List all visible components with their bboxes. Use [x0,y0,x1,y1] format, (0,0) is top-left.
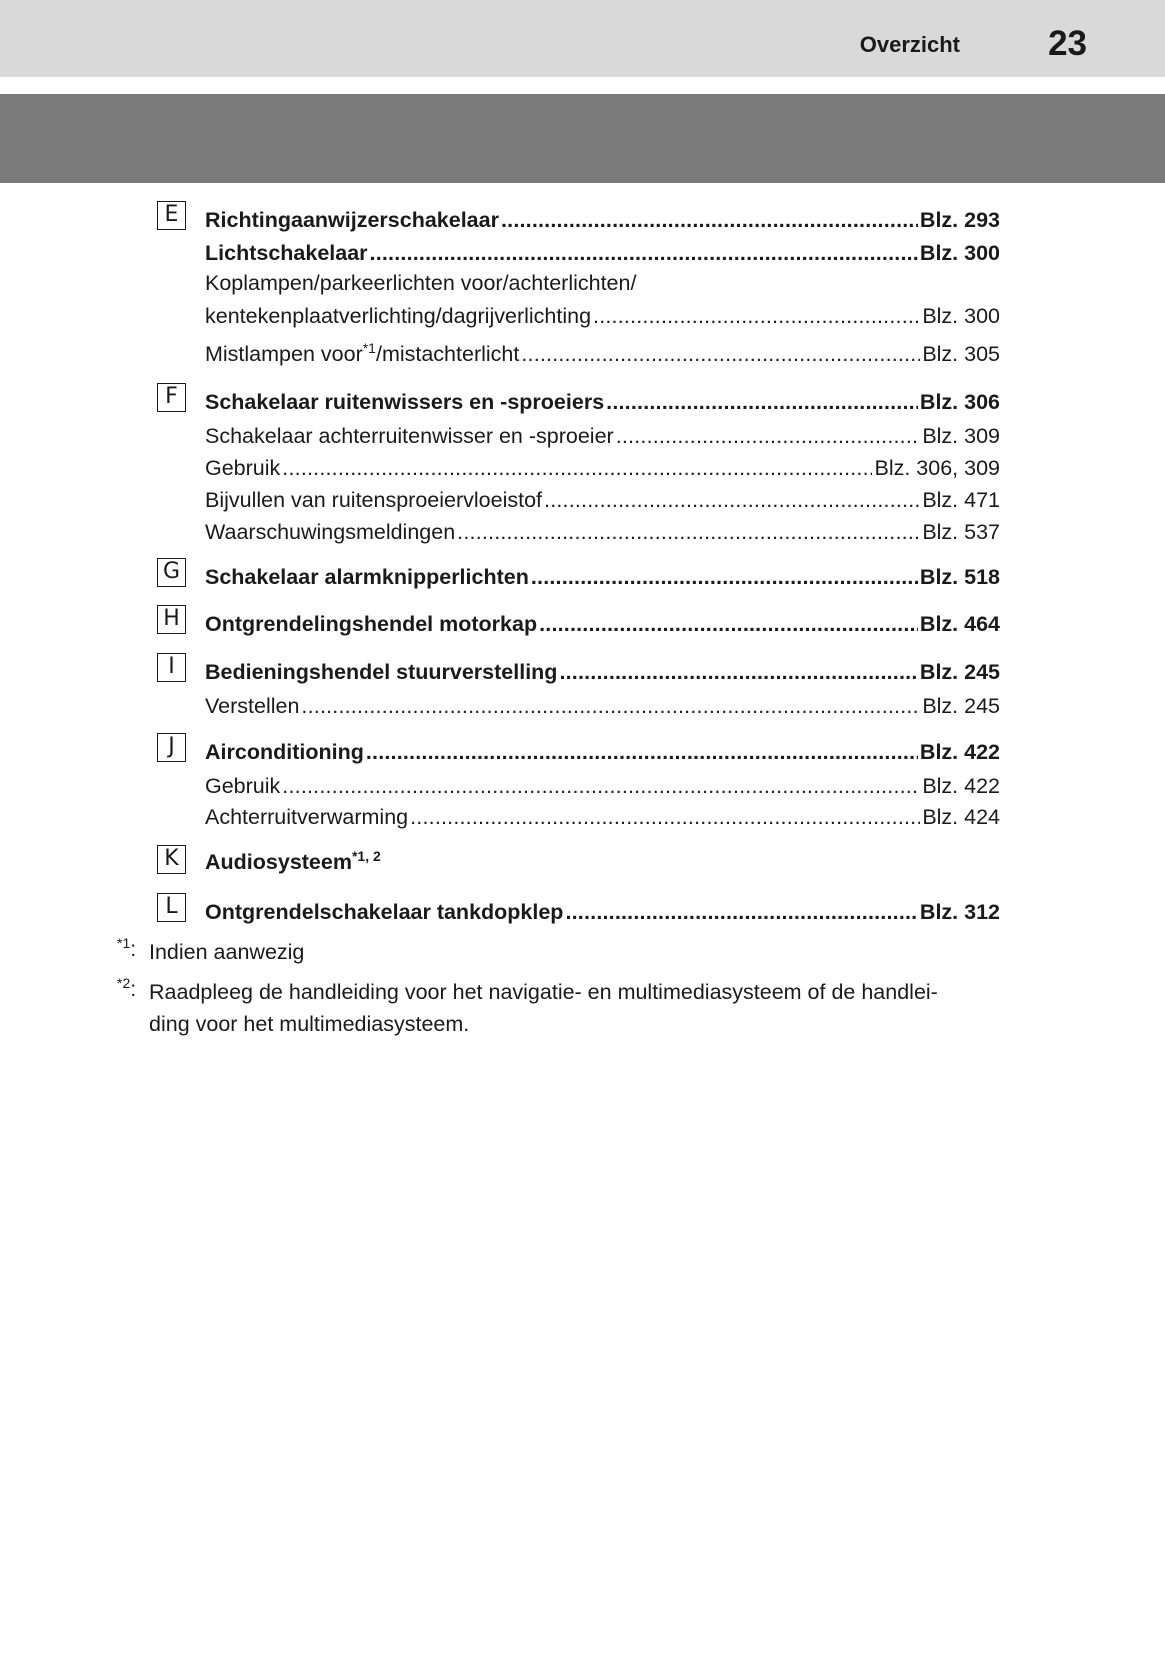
entry-label: Bedieningshendel stuurverstelling [205,660,558,684]
entry-page: Blz. 464 [919,612,1000,636]
entry-page: Blz. 312 [919,900,1000,924]
entry-label: Airconditioning [205,740,364,764]
toc-entry[interactable] [205,299,1000,329]
section-title: Overzicht [859,32,960,57]
entry-label: kentekenplaatverlichting/dagrijverlichting [205,304,592,328]
page-number: 23 [1048,24,1087,63]
entry-page: Blz. 424 [922,805,1000,829]
toc-entry[interactable] [205,607,1000,637]
entry-label: Gebruik [205,774,281,798]
entry-label: Gebruik [205,456,281,480]
group-letter-f: F [157,383,186,412]
entry-label: Achterruitverwarming [205,805,409,829]
entry-label: Schakelaar ruitenwissers en -sproeiers [205,390,605,414]
entry-label: Koplampen/parkeerlichten voor/achterlichten/ [205,271,637,295]
toc-entry[interactable] [205,451,1000,481]
entry-page: Blz. 518 [919,565,1000,589]
toc-entry[interactable] [205,203,1000,233]
toc-entry[interactable] [205,769,1000,799]
toc-entry[interactable] [205,735,1000,765]
toc-entry[interactable] [205,419,1000,449]
entry-page: Blz. 537 [922,520,1000,544]
entry-page: Blz. 471 [922,488,1000,512]
entry-page: Blz. 300 [919,241,1000,265]
toc-entry[interactable] [205,236,1000,266]
toc-entry[interactable] [205,515,1000,545]
group-letter-k: K [157,845,186,874]
entry-label: Waarschuwingsmeldingen [205,520,456,544]
entry-label: Bijvullen van ruitensproeiervloeistof [205,488,543,512]
group-letter-j: J [157,733,186,762]
footnote-ref: *1 [362,340,376,356]
entry-label: Verstellen [205,694,300,718]
entry-page: Blz. 293 [919,208,1000,232]
group-letter-i: I [157,653,186,682]
footnote-text: Indien aanwezig [149,940,305,964]
footnote-ref: *1, 2 [351,848,381,864]
entry-page: Blz. 245 [919,660,1000,684]
toc-entry[interactable] [205,483,1000,513]
toc-entry[interactable] [205,850,381,875]
group-letter-e: E [157,201,186,230]
toc-entry[interactable] [205,655,1000,685]
entry-page: Blz. 245 [922,694,1000,718]
footnote-mark: $^{*1}$: [117,935,137,961]
group-letter-h: H [157,605,186,634]
entry-page: Blz. 306 [919,390,1000,414]
entry-page: Blz. 309 [922,424,1000,448]
entry-label: Ontgrendelingshendel motorkap [205,612,538,636]
entry-label: Ontgrendelschakelaar tankdopklep [205,900,564,924]
entry-label: Audiosysteem [205,850,352,874]
toc-entry[interactable] [205,800,1000,830]
toc-entry[interactable] [205,385,1000,415]
entry-label: Richtingaanwijzerschakelaar [205,208,499,232]
entry-label: Schakelaar alarmknipperlichten [205,565,529,589]
banner-bar [0,94,1165,183]
entry-label: Lichtschakelaar [205,241,368,265]
entry-label: Schakelaar achterruitenwisser en -sproeier [205,424,614,448]
group-letter-l: L [157,893,186,922]
entry-page: Blz. 300 [922,304,1000,328]
toc-entry[interactable] [205,337,1000,367]
entry-page: Blz. 306, 309 [874,456,1000,480]
footnote-mark: $^{*2}$: [117,975,137,1001]
group-letter-g: G [157,558,186,587]
entry-page: Blz. 422 [919,740,1000,764]
toc-entry[interactable] [205,689,1000,719]
entry-label: Mistlampen voor$^{*1}$/mistachterlicht [205,340,520,366]
entry-page: Blz. 422 [922,774,1000,798]
toc-entry[interactable] [205,895,1000,925]
header-bar [0,0,1165,77]
toc-entry[interactable] [205,560,1000,590]
footnote-text: Raadpleeg de handleiding voor het navigatie- en multimediasysteem of de handlei- ding voor het multimediasysteem. [149,980,938,1036]
entry-page: Blz. 305 [922,342,1000,366]
